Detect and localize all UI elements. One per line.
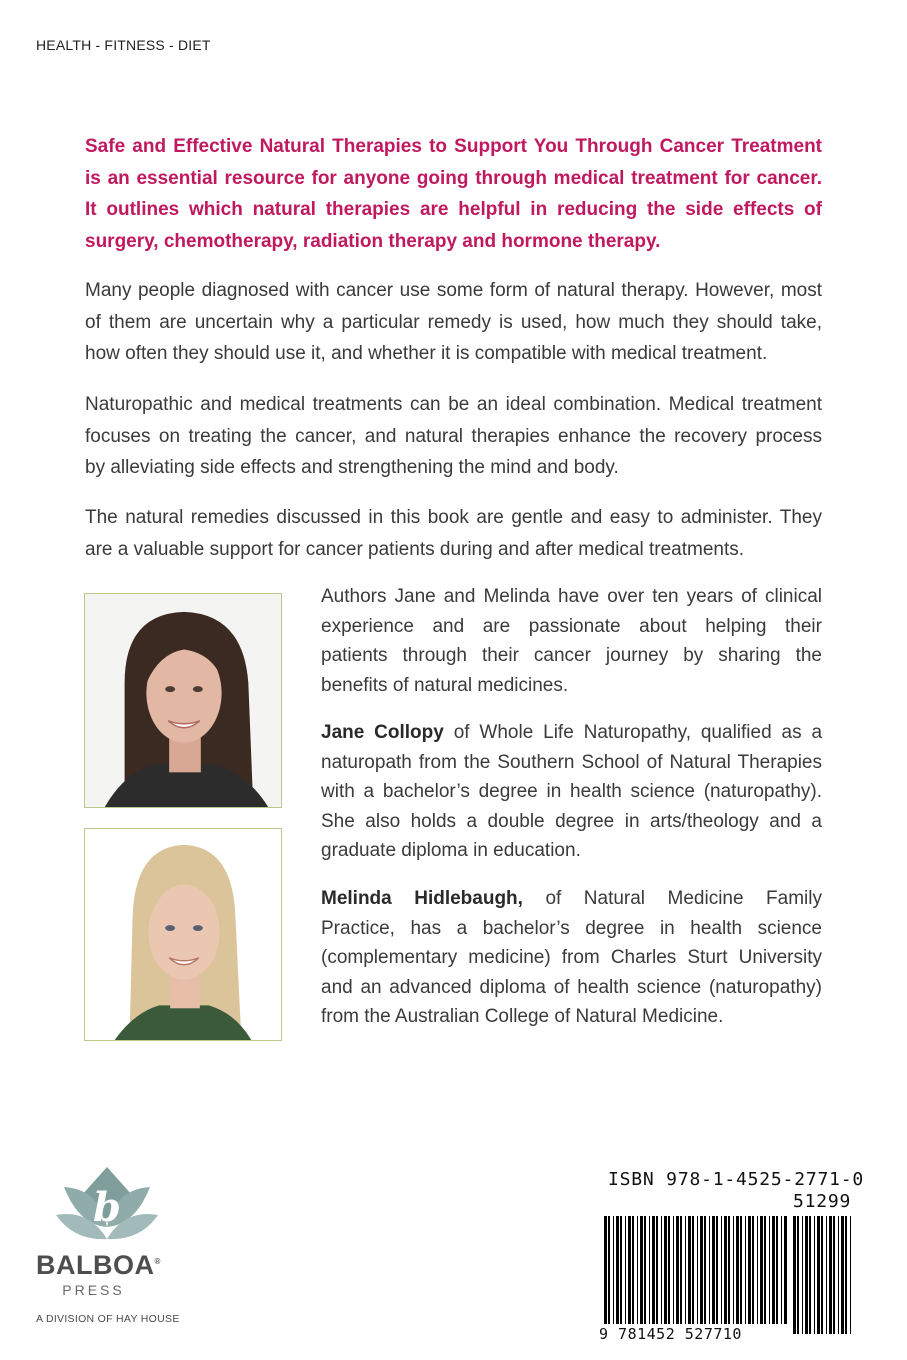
barcode-bar — [793, 1216, 796, 1334]
barcode-bar — [740, 1216, 742, 1324]
bio-line: patients through their cancer journey by sharing the — [321, 645, 822, 666]
barcode-bar — [652, 1216, 655, 1324]
lead-line: It outlines which natural therapies are helpful in reducing the side effects of — [85, 199, 822, 220]
author-photo-melinda — [84, 828, 282, 1041]
lead-line: Safe and Effective Natural Therapies to Support You Through Cancer Treatment — [85, 136, 822, 157]
barcode-bar — [841, 1216, 844, 1334]
barcode-bar — [809, 1216, 811, 1334]
barcode-bar — [664, 1216, 667, 1324]
barcode-bar — [616, 1216, 619, 1324]
barcode-bar — [700, 1216, 703, 1324]
barcode-bar — [833, 1216, 835, 1334]
bio-line: from the Australian College of Natural Medicine. — [321, 1006, 724, 1027]
barcode-bar — [802, 1216, 803, 1334]
barcode-bar — [745, 1216, 746, 1324]
barcode-bar — [661, 1216, 662, 1324]
bio-jane — [321, 718, 822, 866]
publisher-logo — [36, 1165, 186, 1330]
barcode-bar — [748, 1216, 751, 1324]
author-photo-jane — [84, 593, 282, 808]
barcode-bar — [697, 1216, 698, 1324]
barcode-bar — [757, 1216, 758, 1324]
bio-line: experience and are passionate about helping their — [321, 615, 822, 637]
barcode-bar — [784, 1216, 787, 1324]
bio-line: and an advanced diploma of health science (naturopathy) — [321, 976, 822, 998]
barcode-bar — [838, 1216, 839, 1334]
barcode-bar — [829, 1216, 832, 1334]
barcode-bar — [772, 1216, 775, 1324]
barcode-bar — [716, 1216, 718, 1324]
barcode-bar — [850, 1216, 851, 1334]
bio-line: with a bachelor’s degree in health science (naturopathy). — [321, 781, 822, 802]
barcode-bar — [608, 1216, 610, 1324]
barcode-bar — [637, 1216, 638, 1324]
barcode-addon-icon — [791, 1216, 855, 1334]
category-label: HEALTH - FITNESS - DIET — [36, 37, 211, 53]
bio-line: graduate diploma in education. — [321, 840, 581, 861]
barcode-bar — [649, 1216, 650, 1324]
body-line: Many people diagnosed with cancer use some form of natural therapy. However, most — [85, 280, 822, 301]
barcode-bar — [733, 1216, 734, 1324]
bio-text: of Whole Life Naturopathy, qualified as a — [443, 722, 823, 743]
isbn-barcode-block — [593, 1161, 869, 1358]
bio-line: naturopath from the Southern School of Natural Therapies — [321, 751, 822, 773]
barcode-icon — [602, 1216, 787, 1334]
body-line: by alleviating side effects and strengthening the mind and body. — [85, 457, 619, 478]
barcode-bar — [712, 1216, 715, 1324]
body-line: are a valuable support for cancer patients during and after medical treatments. — [85, 538, 745, 560]
barcode-bar — [613, 1216, 614, 1324]
lead-line: is an essential resource for anyone going through medical treatment for cancer. — [85, 167, 822, 189]
bio-line: (complementary medicine) from Charles Sturt University — [321, 947, 822, 968]
barcode-bar — [644, 1216, 646, 1324]
author-name-melinda: Melinda Hidlebaugh, — [321, 888, 523, 909]
logo-letter: b — [93, 1184, 121, 1231]
barcode-bar — [680, 1216, 682, 1324]
barcode-bar — [620, 1216, 622, 1324]
barcode-bar — [814, 1216, 815, 1334]
bio-line: She also holds a double degree in arts/theology and a — [321, 810, 822, 832]
barcode-bar — [721, 1216, 722, 1324]
barcode-bar — [692, 1216, 694, 1324]
barcode-bar — [628, 1216, 631, 1324]
bio-line — [321, 718, 822, 748]
barcode-bar — [805, 1216, 808, 1334]
body-line: focuses on treating the cancer, and natural therapies enhance the recovery process — [85, 425, 822, 447]
body-line: of them are uncertain why a particular remedy is used, how much they should take, — [85, 311, 822, 333]
barcode-bar — [826, 1216, 827, 1334]
body-paragraph-1 — [85, 275, 822, 370]
barcode-bar — [704, 1216, 706, 1324]
barcode-bar — [781, 1216, 782, 1324]
body-paragraph-2 — [85, 389, 822, 484]
body-line: The natural remedies discussed in this book are gentle and easy to administer. They — [85, 507, 822, 528]
publisher-name-text: BALBOA — [36, 1250, 155, 1280]
bio-text: of Natural Medicine Family — [522, 888, 822, 909]
bio-line: Authors Jane and Melinda have over ten years of clinical — [321, 586, 822, 607]
publisher-division: A DIVISION OF HAY HOUSE — [36, 1313, 180, 1325]
balboa-lotus-logo-icon — [54, 1165, 160, 1251]
barcode-bar — [604, 1216, 607, 1324]
body-paragraph-3 — [85, 502, 822, 565]
body-line: how often they should use it, and whether it is compatible with medical treatment. — [85, 343, 768, 364]
authors-intro — [321, 582, 822, 700]
body-line: Naturopathic and medical treatments can be an ideal combination. Medical treatment — [85, 394, 822, 415]
publisher-name — [36, 1250, 186, 1281]
bio-line: Practice, has a bachelor’s degree in health science — [321, 917, 822, 939]
price-code: 51299 — [793, 1191, 852, 1212]
author-name-jane: Jane Collopy — [321, 722, 444, 743]
barcode-bar — [817, 1216, 820, 1334]
barcode-bar — [821, 1216, 823, 1334]
bio-line — [321, 884, 822, 914]
barcode-bar — [752, 1216, 754, 1324]
barcode-bar — [709, 1216, 710, 1324]
barcode-bar — [724, 1216, 727, 1324]
barcode-bar — [625, 1216, 626, 1324]
barcode-bar — [676, 1216, 679, 1324]
barcode-bar — [760, 1216, 763, 1324]
barcode-bar — [640, 1216, 643, 1324]
barcode-number: 9 781452 527710 — [599, 1325, 742, 1343]
barcode-bar — [797, 1216, 799, 1334]
barcode-bar — [769, 1216, 770, 1324]
publisher-sub: PRESS — [62, 1282, 125, 1298]
lead-line: surgery, chemotherapy, radiation therapy and hormone therapy. — [85, 230, 661, 252]
barcode-bar — [656, 1216, 658, 1324]
barcode-bar — [632, 1216, 634, 1324]
lead-paragraph — [85, 131, 822, 257]
registered-mark: ® — [154, 1257, 161, 1266]
bio-line: benefits of natural medicines. — [321, 674, 569, 696]
barcode-bar — [728, 1216, 730, 1324]
isbn-text: ISBN 978-1-4525-2771-0 — [608, 1169, 865, 1190]
barcode-bar — [736, 1216, 739, 1324]
barcode-bar — [685, 1216, 686, 1324]
barcode-bar — [668, 1216, 670, 1324]
barcode-bar — [673, 1216, 674, 1324]
barcode-bar — [776, 1216, 778, 1324]
bio-melinda — [321, 884, 822, 1032]
barcode-bar — [688, 1216, 691, 1324]
barcode-bar — [845, 1216, 847, 1334]
barcode-bar — [764, 1216, 766, 1324]
